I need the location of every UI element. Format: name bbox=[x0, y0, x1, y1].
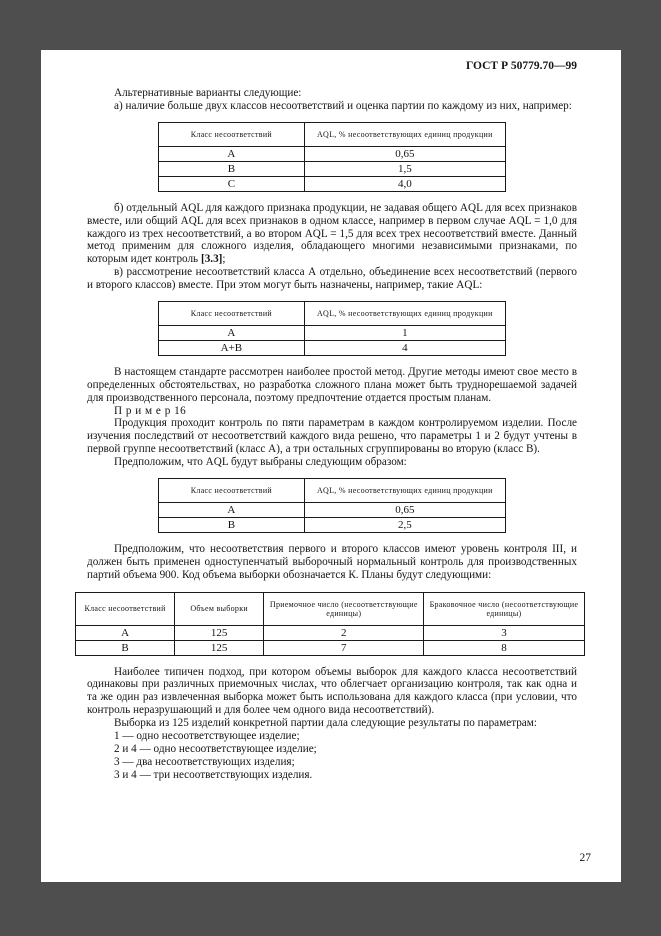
paragraph-sample-intro: Выборка из 125 изделий конкретной партии дала следующие результаты по параметрам: bbox=[114, 717, 537, 729]
paragraph-example-1: Продукция проходит контроль по пяти параметрам в каждом контролируемом изделии. После изучения последствий от несоответствий каждого вида решено, что параметры 1 и 2 будут учтены в первой группе несоответствий (класс А), а три остальных сгруппированы во вторую (класс В). bbox=[87, 417, 577, 456]
table-cell: 8 bbox=[424, 640, 584, 655]
table-cell: А bbox=[76, 625, 175, 640]
table-header-cell: AQL, % несоответствующих единиц продукции bbox=[304, 301, 505, 325]
table-row bbox=[159, 146, 506, 161]
table-cell: 3 bbox=[424, 625, 584, 640]
sampling-plan-table bbox=[75, 592, 585, 656]
result-line-3: 3 — два несоответствующих изделия; bbox=[114, 755, 295, 768]
aql-table-2 bbox=[158, 301, 506, 356]
result-line-4: 3 и 4 — три несоответствующих изделия. bbox=[114, 768, 313, 781]
table-row bbox=[159, 325, 506, 340]
table-header-row bbox=[159, 478, 506, 502]
table-cell: 1,5 bbox=[304, 161, 505, 176]
table-header-cell: Класс несоответствий bbox=[159, 122, 305, 146]
table-header-cell: AQL, % несоответствующих единиц продукции bbox=[304, 478, 505, 502]
table-row bbox=[159, 340, 506, 355]
table-cell: 4 bbox=[304, 340, 505, 355]
paragraph-text: б) отдельный AQL для каждого признака продукции, не задавая общего AQL для всех признаков вместе, или общий AQL для всех признаков в одном классе, например в первом случае AQL = 1,0 для каждого из трех несоответствий, а во втором AQL = 1,5 для всех трех несоответствий вместе. Данный метод применим для сложного изделия, обладающего многими независимыми признаками, по которым идет контроль bbox=[87, 201, 577, 266]
aql-table-1 bbox=[158, 122, 506, 192]
table-row bbox=[159, 517, 506, 532]
table-cell: 125 bbox=[175, 640, 264, 655]
table-cell: 2 bbox=[264, 625, 424, 640]
table-cell: 7 bbox=[264, 640, 424, 655]
paragraph-intro: Альтернативные варианты следующие: bbox=[114, 87, 302, 99]
page-number: 27 bbox=[579, 852, 591, 864]
result-line-2: 2 и 4 — одно несоответствующее изделие; bbox=[114, 742, 317, 755]
document-page bbox=[41, 50, 621, 882]
table-header-row bbox=[159, 301, 506, 325]
result-line-1: 1 — одно несоответствующее изделие; bbox=[114, 729, 300, 742]
table-row bbox=[159, 161, 506, 176]
table-header-cell: Класс несоответствий bbox=[159, 478, 305, 502]
paragraph-item-v: в) рассмотрение несоответствий класса А отдельно, объединение всех несоответствий (первого и второго классов) вместе. При этом могут быть назначены, например, такие AQL: bbox=[87, 266, 577, 291]
table-header-cell: AQL, % несоответствующих единиц продукции bbox=[304, 122, 505, 146]
aql-table-3 bbox=[158, 478, 506, 533]
table-header-cell: Браковочное число (несоответствующие единицы) bbox=[424, 592, 584, 625]
table-row bbox=[76, 640, 585, 655]
table-header-row bbox=[76, 592, 585, 625]
paragraph-example-2: Предположим, что AQL будут выбраны следующим образом: bbox=[114, 456, 407, 468]
table-header-cell: Класс несоответствий bbox=[76, 592, 175, 625]
table-header-row bbox=[159, 122, 506, 146]
table-row bbox=[159, 502, 506, 517]
table-cell: А bbox=[159, 325, 305, 340]
table-cell: С bbox=[159, 176, 305, 191]
table-cell: 1 bbox=[304, 325, 505, 340]
table-cell: А+В bbox=[159, 340, 305, 355]
table-header-cell: Класс несоответствий bbox=[159, 301, 305, 325]
table-cell: В bbox=[159, 161, 305, 176]
table-cell: 125 bbox=[175, 625, 264, 640]
table-cell: 2,5 bbox=[304, 517, 505, 532]
table-cell: 0,65 bbox=[304, 502, 505, 517]
paragraph-typical: Наиболее типичен подход, при котором объемы выборок для каждого класса несоответствий одинаковы при различных приемочных числах, что облегчает организацию контроля, так как одна и та же один раз извлеченная выборка может быть использована для каждого класса (при условии, что контроль неразрушающий и для более чем одного вида несоответствий). bbox=[87, 665, 577, 717]
paragraph-assume: Предположим, что несоответствия первого и второго классов имеют уровень контроля III, и должен быть применен одноступенчатый выборочный нормальный контроль для производственных партий объема 900. Код объема выборки обозначается К. Планы будут следующими: bbox=[87, 542, 577, 581]
table-cell: 0,65 bbox=[304, 146, 505, 161]
paragraph-item-a: а) наличие больше двух классов несоответствий и оценка партии по каждому из них, например: bbox=[114, 99, 572, 112]
table-cell: А bbox=[159, 146, 305, 161]
paragraph-item-b bbox=[87, 202, 577, 266]
example-label: П р и м е р 16 bbox=[114, 404, 187, 417]
reference-bold: [3.3] bbox=[200, 253, 223, 266]
table-cell: В bbox=[159, 517, 305, 532]
table-cell: А bbox=[159, 502, 305, 517]
paragraph-method: В настоящем стандарте рассмотрен наиболее простой метод. Другие методы имеют свое место в определенных обстоятельствах, но разработка сложного плана может быть труднорешаемой задачей для производственного персонала, поэтому предпочтение отдается простым планам. bbox=[87, 365, 577, 404]
table-cell: 4,0 bbox=[304, 176, 505, 191]
paragraph-text: ; bbox=[222, 253, 226, 266]
table-row bbox=[159, 176, 506, 191]
table-cell: В bbox=[76, 640, 175, 655]
table-header-cell: Приемочное число (несоответствующие единицы) bbox=[264, 592, 424, 625]
table-row bbox=[76, 625, 585, 640]
table-header-cell: Объем выборки bbox=[175, 592, 264, 625]
document-header-title: ГОСТ Р 50779.70—99 bbox=[466, 60, 577, 72]
